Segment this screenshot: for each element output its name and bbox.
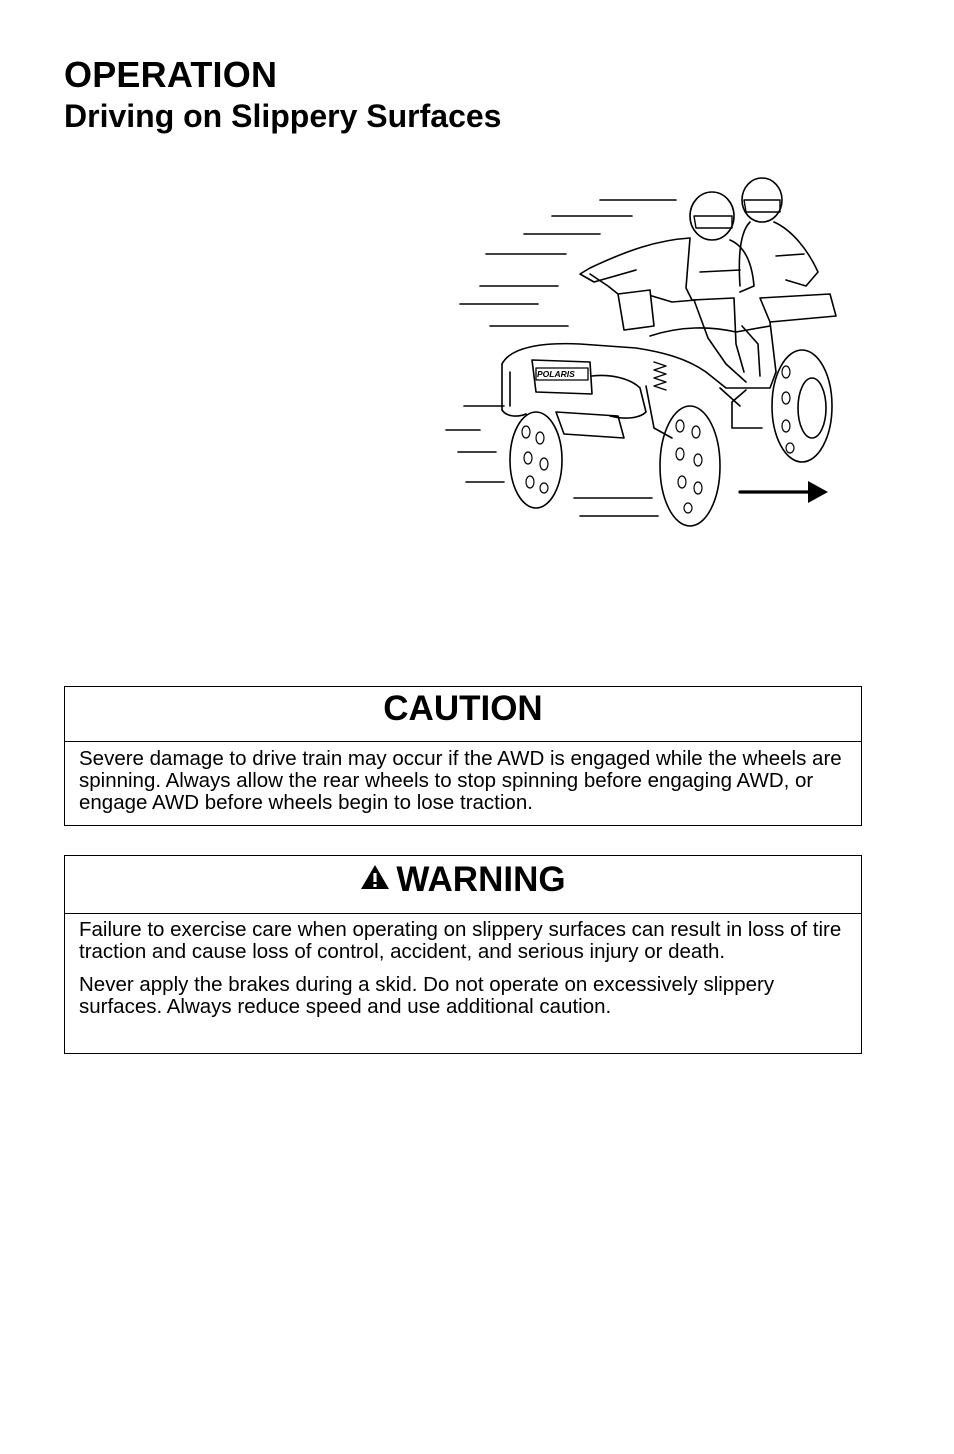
- caution-text: Severe damage to drive train may occur if the AWD is engaged while the wheels are spinning. Always allow the rear wheels to stop spinning before engaging AWD, or engage AWD before wheels begin to lose traction.: [79, 747, 842, 814]
- warning-paragraph: Failure to exercise care when operating on slippery surfaces can result in loss of tire traction and cause loss of control, accident, and serious injury or death.: [79, 918, 842, 963]
- warning-triangle-icon: [360, 855, 390, 903]
- caution-box: [64, 686, 862, 826]
- warning-box: [64, 855, 862, 1054]
- warning-paragraph: Never apply the brakes during a skid. Do not operate on excessively slippery surfaces. Always reduce speed and use additional caution.: [79, 973, 775, 1018]
- page-title: Driving on Slippery Surfaces: [64, 98, 502, 134]
- warning-heading: WARNING: [396, 860, 566, 899]
- brand-text: POLARIS: [537, 369, 575, 379]
- section-title: OPERATION: [64, 54, 278, 95]
- warning-body: [65, 914, 861, 1018]
- caution-body: [65, 742, 861, 814]
- atv-riders-illustration: [440, 176, 850, 536]
- warning-header: [65, 856, 861, 914]
- caution-heading: CAUTION: [65, 687, 861, 742]
